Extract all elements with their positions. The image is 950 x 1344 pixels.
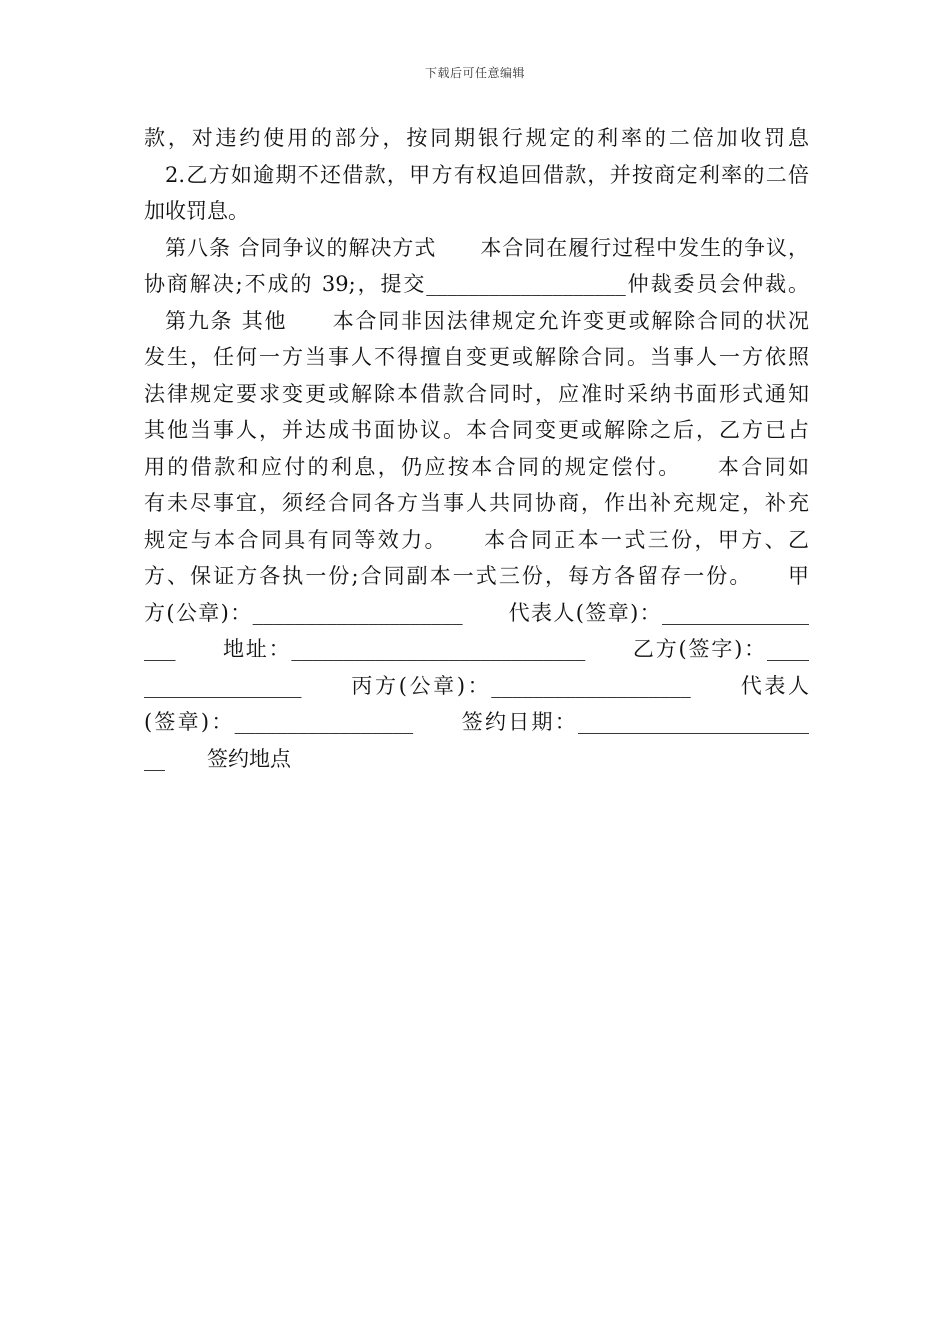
signature-line-3: _______________ 丙方(公章)：___________________ 代表人 xyxy=(144,673,809,698)
body-line-4: 第八条 合同争议的解决方式 本合同在履行过程中发生的争议， xyxy=(165,235,809,260)
body-line-6: 第九条 其他 本合同非因法律规定允许变更或解除合同的状况 xyxy=(165,308,809,333)
body-line-2: 2.乙方如逾期不还借款，甲方有权追回借款，并按商定利率的二倍 xyxy=(165,162,809,187)
signature-line-5: __ 签约地点 xyxy=(144,746,291,771)
body-line-3: 加收罚息。 xyxy=(144,199,249,223)
body-line-12: 规定与本合同具有同等效力。 本合同正本一式三份，甲方、乙 xyxy=(144,527,809,552)
signature-line-2: ___ 地址：____________________________ 乙方(签字)：____ xyxy=(144,637,809,661)
body-line-9: 其他当事人，并达成书面协议。本合同变更或解除之后，乙方已占 xyxy=(144,418,809,442)
body-line-7: 发生，任何一方当事人不得擅自变更或解除合同。当事人一方依照 xyxy=(144,345,809,369)
body-line-13: 方、保证方各执一份;合同副本一式三份，每方各留存一份。 甲 xyxy=(144,564,809,588)
page-header: 下载后可任意编辑 xyxy=(424,66,525,80)
signature-line-1: 方(公章)：____________________ 代表人(签章)：______________ xyxy=(144,600,809,625)
body-line-5: 协商解决;不成的 39;，提交___________________仲裁委员会仲裁。 xyxy=(144,272,809,296)
body-line-11: 有未尽事宜，须经合同各方当事人共同协商，作出补充规定，补充 xyxy=(144,491,809,515)
document-body xyxy=(144,120,809,777)
body-line-8: 法律规定要求变更或解除本借款合同时，应准时采纳书面形式通知 xyxy=(144,381,809,406)
signature-line-4: (签章)：_________________ 签约日期：______________________ xyxy=(144,710,809,734)
body-line-1: 款，对违约使用的部分，按同期银行规定的利率的二倍加收罚息 xyxy=(144,126,809,150)
body-line-10: 用的借款和应付的利息，仍应按本合同的规定偿付。 本合同如 xyxy=(144,454,809,479)
